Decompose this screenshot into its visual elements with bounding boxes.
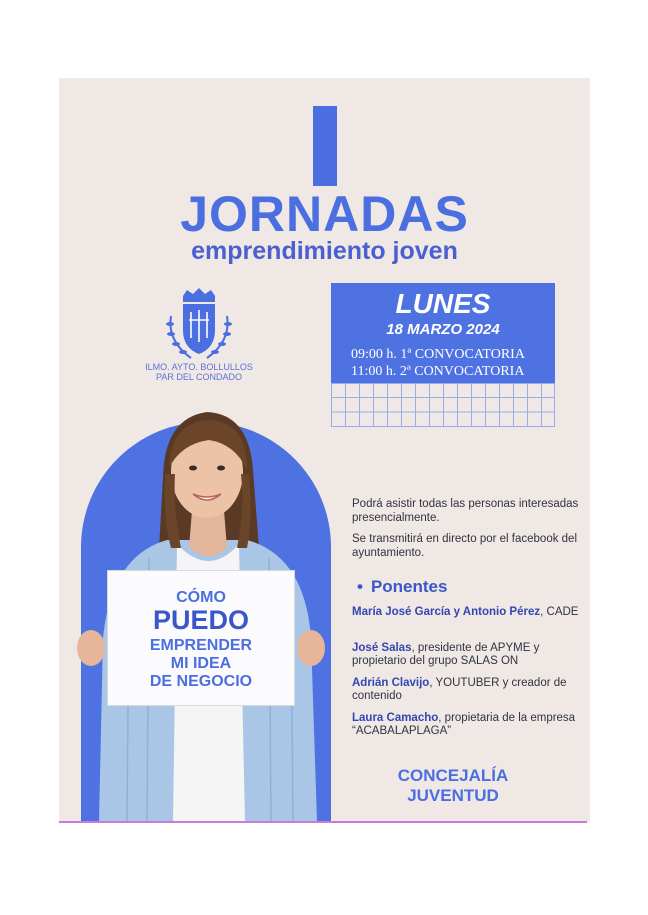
stream-info: Se transmitirá en directo por el facebook del ayuntamiento. <box>352 533 578 559</box>
sign-line-1: CÓMO <box>176 589 226 606</box>
speaker-item <box>352 677 582 703</box>
speakers-heading <box>357 577 447 597</box>
event-date-box <box>331 283 555 383</box>
speaker-role: , YOUTUBER y creador de contenido <box>352 677 567 702</box>
bullet-icon: • <box>357 577 363 596</box>
speaker-item <box>352 606 582 619</box>
town-hall-line1: ILMO. AYTO. BOLLULLOS <box>145 362 253 372</box>
event-poster <box>59 78 590 822</box>
speaker-name: Laura Camacho <box>352 712 439 724</box>
speaker-name: José Salas <box>352 642 412 654</box>
poster-subtitle: emprendimiento joven <box>191 237 458 265</box>
organizer <box>365 766 541 806</box>
speaker-item <box>352 712 582 738</box>
speaker-role: , CADE <box>540 606 579 618</box>
sign-line-5: DE NEGOCIO <box>149 673 253 690</box>
speaker-name: Adrián Clavijo <box>352 677 430 689</box>
speaker-role: , presidente de APYME y propietario del grupo SALAS ON <box>352 642 540 667</box>
sign-line-4: MI IDEA <box>170 655 232 672</box>
attendance-info: Podrá asistir todas las personas interesadas presencialmente. <box>352 498 579 524</box>
event-day: LUNES <box>395 288 491 319</box>
organizer-line-2: JUVENTUD <box>407 786 499 805</box>
speaker-role: , propietaria de la empresa “ACABALAPLAGA” <box>352 712 576 737</box>
town-hall-line2: PAR DEL CONDADO <box>155 372 242 382</box>
decorative-grid <box>331 383 555 427</box>
second-call: 11:00 h. 2ª CONVOCATORIA <box>351 364 525 379</box>
speaker-name: María José García y Antonio Pérez <box>352 606 541 618</box>
poster-title: JORNADAS <box>180 186 469 242</box>
speakers-heading-label: Ponentes <box>370 577 448 596</box>
question-sign <box>107 570 295 706</box>
first-call: 09:00 h. 1ª CONVOCATORIA <box>351 347 525 362</box>
organizer-line-1: CONCEJALÍA <box>397 766 509 785</box>
sign-line-3: EMPRENDER <box>149 637 253 654</box>
woman-photo <box>59 78 359 822</box>
speaker-item <box>352 642 582 668</box>
sign-line-2: PUEDO <box>152 605 250 635</box>
event-date: 18 MARZO 2024 <box>386 321 500 338</box>
bottom-divider <box>59 821 587 823</box>
